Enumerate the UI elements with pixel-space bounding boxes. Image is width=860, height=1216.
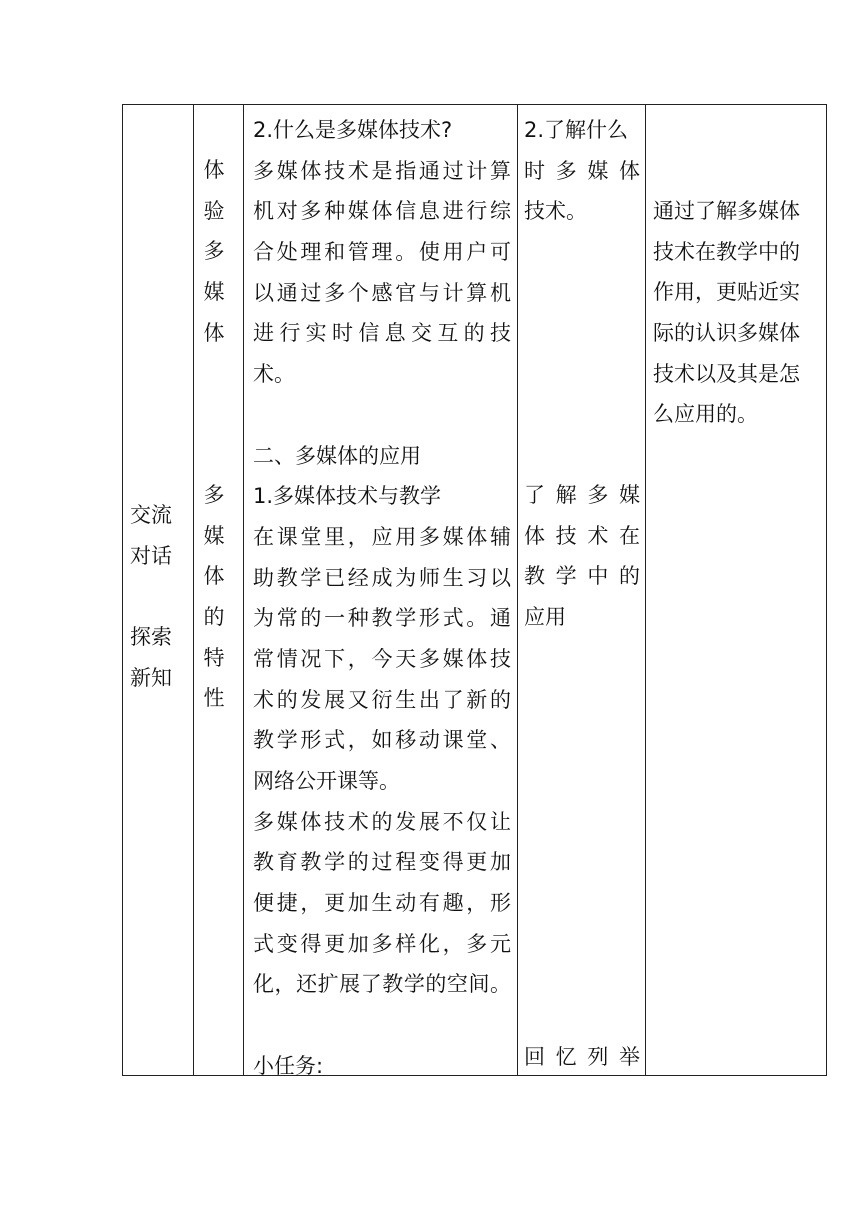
- activity-line: 应用: [524, 605, 566, 630]
- column-divider: [243, 105, 244, 1075]
- column-divider: [193, 105, 194, 1075]
- activity-line: 时 多 媒 体: [524, 158, 640, 183]
- subsection-heading: 1.多媒体技术与教学: [253, 484, 442, 509]
- content-line: 化，还扩展了教学的空间。: [253, 972, 511, 997]
- stage-line: 交流: [130, 503, 172, 527]
- design-intent: [653, 191, 823, 435]
- topic-char: 特: [203, 645, 225, 670]
- content-gap: [253, 395, 511, 436]
- content-line: 进行实时信息交互的技: [253, 321, 511, 346]
- content-gap: [253, 1005, 511, 1046]
- intent-line: 际的认识多媒体: [653, 321, 800, 346]
- content-line: 术的发展又衍生出了新的: [253, 687, 511, 712]
- topic-char: 媒: [203, 523, 225, 548]
- content-line: 在课堂里，应用多媒体辅: [253, 524, 511, 549]
- stage-label: [130, 495, 190, 698]
- activity-line: 了 解 多 媒: [524, 483, 640, 507]
- content-line: 多媒体技术的发展不仅让: [253, 809, 511, 834]
- task-label: 小任务:: [253, 1053, 324, 1078]
- student-activity-3: [524, 1037, 640, 1078]
- activity-line: 体 技 术 在: [524, 523, 640, 548]
- column-divider: [517, 105, 518, 1075]
- content-line: 为常的一种教学形式。通: [253, 606, 511, 631]
- stage-gap: [130, 576, 190, 617]
- content-line: 合处理和管理。使用户可: [253, 240, 511, 265]
- topic-char: 多: [203, 239, 225, 264]
- section-heading: 二、多媒体的应用: [253, 443, 421, 468]
- topic-label-experience: [200, 150, 228, 353]
- content-line: 教育教学的过程变得更加: [253, 850, 511, 875]
- activity-line: 回 忆 列 举: [524, 1045, 640, 1069]
- stage-line: 探索: [130, 625, 172, 650]
- intent-line: 作用，更贴近实: [653, 280, 800, 305]
- lesson-table: [122, 104, 827, 1076]
- stage-line: 对话: [130, 543, 172, 568]
- topic-char: 体: [203, 158, 225, 182]
- content-line: 助教学已经成为师生习以: [253, 565, 511, 590]
- intent-line: 技术以及其是怎: [653, 361, 800, 386]
- content-line: 机对多种媒体信息进行综: [253, 199, 511, 224]
- topic-char: 多: [203, 483, 225, 507]
- topic-char: 媒: [203, 280, 225, 305]
- content-line: 网络公开课等。: [253, 769, 400, 793]
- topic-label-characteristics: [200, 475, 228, 719]
- teaching-content: [253, 110, 511, 1087]
- intent-line: 么应用的。: [653, 402, 758, 427]
- topic-char: 的: [203, 605, 225, 630]
- topic-char: 体: [203, 320, 225, 345]
- student-activity-1: [524, 110, 640, 232]
- topic-char: 性: [203, 686, 225, 711]
- activity-line: 2.了解什么: [524, 118, 629, 142]
- content-line: 教学形式，如移动课堂、: [253, 728, 511, 753]
- content-line: 术。: [253, 362, 295, 387]
- activity-line: 教 学 中 的: [524, 564, 640, 589]
- content-line: 便捷，更加生动有趣，形: [253, 891, 511, 916]
- content-heading: 2.什么是多媒体技术?: [253, 118, 453, 142]
- topic-char: 体: [203, 564, 225, 589]
- activity-line: 技术。: [524, 199, 587, 224]
- intent-line: 技术在教学中的: [653, 239, 800, 264]
- content-line: 多媒体技术是指通过计算: [253, 158, 511, 183]
- stage-line: 新知: [130, 665, 172, 690]
- content-line: 以通过多个感官与计算机: [253, 280, 511, 305]
- student-activity-2: [524, 475, 640, 638]
- column-divider: [645, 105, 646, 1075]
- intent-line: 通过了解多媒体: [653, 199, 800, 223]
- content-line: 常情况下，今天多媒体技: [253, 646, 511, 671]
- topic-char: 验: [203, 198, 225, 223]
- content-line: 式变得更加多样化，多元: [253, 931, 511, 956]
